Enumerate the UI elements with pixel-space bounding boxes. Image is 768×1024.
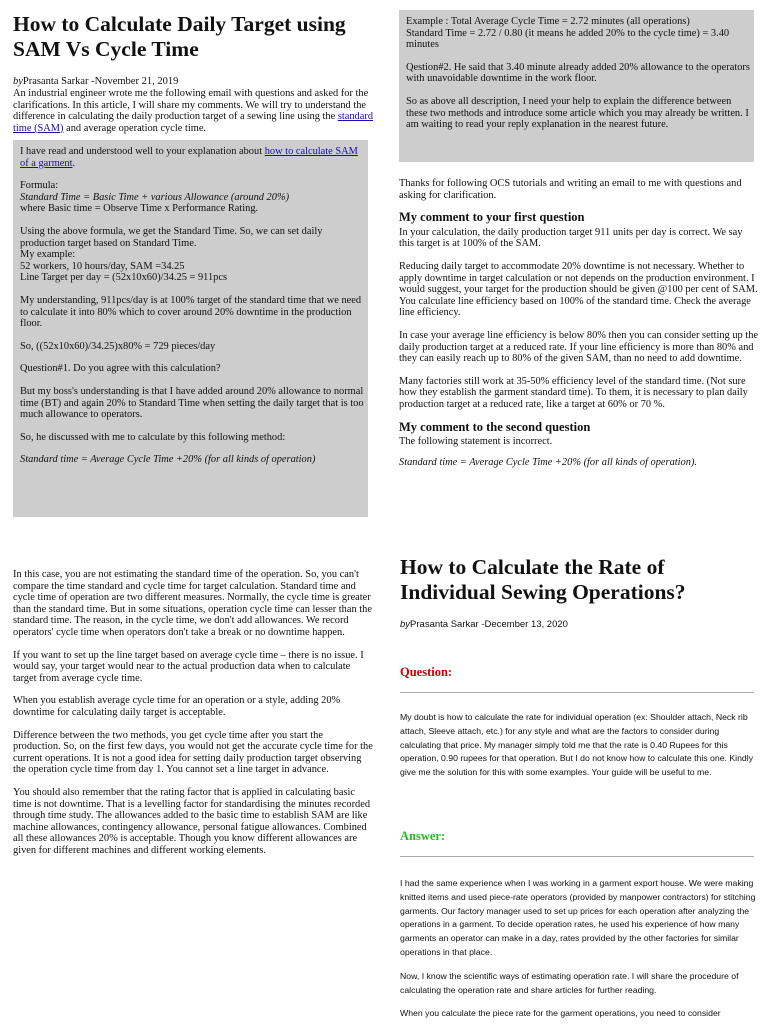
question-text [400, 711, 760, 790]
body-paragraph: When you establish average cycle time for an operation or a style, adding 20% downtime for calculating daily target is acceptable. [13, 695, 341, 718]
reply-heading-1: My comment to your first question [399, 210, 585, 225]
divider [400, 856, 754, 857]
byline-author-date: Prasanta Sarkar -December 13, 2020 [410, 619, 568, 630]
body-paragraph: In this case, you are not estimating the standard time of the operation. So, you can't compare the time standard and cycle time for target calculation. Standard time and cycle time of operation are two different measures. Normally, the cycle time is greater than the standard time. But in some situations, operation cycle time can lesser than the standard time. The reason, in the cycle time, we don't add allowances. We record operators' cycle time when operators don't take a break or no downtime happen. [13, 569, 372, 638]
email-text: So, he discussed with me to calculate by this following method: [20, 431, 286, 443]
email-text: So, ((52x10x60)/34.25)x80% = 729 pieces/day [20, 340, 216, 352]
reply-section [399, 178, 759, 479]
email-quote-content [406, 16, 751, 131]
email-quote-box [13, 140, 368, 517]
reply-text: Many factories still work at 35-50% efficiency level of the standard time. (Not sure how they establish the garment standard time). To them, it is necessary to plan daily production target at a reduced rate, like a target at 60% or 70 %. [399, 375, 748, 410]
email-text: I have read and understood well to your explanation about [20, 146, 265, 157]
email-text: 52 workers, 10 hours/day, SAM =34.25 [20, 260, 185, 272]
page-quadrant-bottom-left [0, 545, 386, 1024]
article-title: How to Calculate Daily Target using SAM Vs Cycle Time [13, 12, 346, 61]
email-formula-2: Standard time = Average Cycle Time +20% (for all kinds of operation) [20, 454, 316, 466]
page-quadrant-top-right [386, 0, 768, 545]
question-label: Question: [400, 665, 453, 679]
divider [400, 692, 754, 693]
answer-paragraph: I had the same experience when I was working in a garment export house. We were making knitted items and used piece-rate operators (provided by manpower contractors) for stitching garments. Our factory manager used to set up prices for each operation after analyzing the operations in a garment. To decide operation rates, he used his experience of how many garments an operator can make in a day, rates provided by the other factories for similar operations in that place. [400, 878, 756, 957]
email-text: My example: [20, 249, 76, 261]
reply-heading-2: My comment to the second question [399, 419, 591, 434]
reply-text: The following statement is incorrect. [399, 436, 553, 448]
formula-label: Formula: [20, 180, 59, 192]
article-title-2: How to Calculate the Rate of Individual Sewing Operations? [400, 555, 686, 604]
page-quadrant-bottom-right [386, 545, 768, 1024]
email-text: . [72, 157, 76, 169]
question-paragraph: My doubt is how to calculate the rate for individual operation (ex: Shoulder attach, Neck rib attach, Sleeve attach, etc.) for any style and what are the factors to consider during calculating that price. My manager simply told me that the rate is 0.40 Rupees for this operation, 0.90 rupees for that operation. But I do not know how to calculate this one. Kindly give me the solution for this with some examples. Your guide will be useful to me. [400, 712, 754, 778]
email-question-2: Qestion#2. He said that 3.40 minute already added 20% allowance to the operators with unavoidable downtime in the work floor. [406, 61, 750, 85]
byline-by: by [400, 619, 411, 630]
page-quadrant-top-left [0, 0, 386, 545]
email-text: Example : Total Average Cycle Time = 2.72 minutes (all operations) [406, 16, 690, 27]
reply-text: In case your average line efficiency is below 80% then you can consider setting up the daily production target at a reduced rate. If your line efficiency is more than 80% and they can easily reach up to 80% of the given SAM, than no need to add downtime. [399, 329, 759, 365]
reply-text: In your calculation, the daily production target 911 units per day is correct. We say this target is at 100% of the SAM. [399, 226, 743, 250]
answer-text [400, 877, 760, 1024]
reply-text: Reducing daily target to accommodate 20% downtime is not necessary. Whether to apply downtime in target calculation or not depends on the production environment. I would suggest, your target for the production should be given @100 per cent of SAM. You calculate line efficiency based on 100% of the standard time. Check the average line efficiency. [399, 260, 758, 319]
sam-calculation-link[interactable]: how to calculate SAM of a garment [20, 146, 358, 169]
email-text: Line Target per day = (52x10x60)/34.25 = 911pcs [20, 272, 228, 284]
email-quote-box-continued [399, 10, 754, 162]
intro-text: An industrial engineer wrote me the following email with questions and asked for the clarifications. In this article, I will share my comments. We will try to understand the difference in calculating the daily production target of a sewing line using the [13, 88, 369, 123]
byline-by: by [13, 76, 23, 87]
formula-where: where Basic time = Observe Time x Performance Rating. [20, 203, 259, 215]
continuation-section [13, 569, 373, 867]
body-paragraph: If you want to set up the line target based on average cycle time – there is no issue. I would say, your target would near to the actual production data when to calculate target from average cycle time. [13, 649, 364, 684]
standard-time-link[interactable]: standard time (SAM) [13, 111, 374, 134]
intro-text-end: and average operation cycle time. [63, 122, 207, 134]
email-text: But my boss's understanding is that I have added around 20% allowance to normal time (BT) and again 20% to Standard Time when setting the daily target that is too much allowance to operators. [20, 385, 364, 421]
email-text: Standard Time = 2.72 / 0.80 (it means he added 20% to the cycle time) = 3.40 minutes [406, 27, 730, 51]
answer-paragraph: When you calculate the piece rate for the garment operations, you need to consider [400, 1008, 721, 1019]
answer-label: Answer: [400, 829, 446, 843]
article-byline-2 [400, 619, 568, 630]
article-byline [13, 76, 178, 87]
reply-formula: Standard time = Average Cycle Time +20% (for all kinds of operation). [399, 456, 697, 468]
formula-text: Standard Time = Basic Time + various Allowance (around 20%) [20, 191, 290, 203]
email-text: So as above all description, I need your help to explain the difference between these two methods and introduce some article which you may already be written. I am waiting to read your reply explanation in the nearest future. [406, 95, 749, 131]
reply-thanks: Thanks for following OCS tutorials and writing an email to me with questions and asking for clarification. [399, 178, 742, 201]
byline-author-date: Prasanta Sarkar -November 21, 2019 [22, 76, 179, 87]
email-question-1: Question#1. Do you agree with this calculation? [20, 363, 221, 375]
body-paragraph: You should also remember that the rating factor that is applied in calculating basic time is not downtime. That is a levelling factor for standardising the minutes recorded through time study. The allowances added to the basic time to establish SAM are like machine allowances, contingency allowance, personal fatigue allowances. Combined all these allowances 20% is acceptable. Though you know different allowances are given for different machines and different working elements. [13, 786, 371, 856]
email-quote-content [20, 146, 365, 466]
email-text: My understanding, 911pcs/day is at 100% target of the standard time that we need to calculate it into 80% which to cover around 20% downtime in the production floor. [20, 294, 362, 330]
body-paragraph: Difference between the two methods, you get cycle time after you start the production. So, on the first few days, you would not get the accurate cycle time for the current operations. It is not a good idea for setting daily production target observing the operation cycle time from day 1. You cannot set a line target in advance. [13, 729, 373, 776]
article-intro [13, 88, 373, 134]
answer-paragraph: Now, I know the scientific ways of estimating operation rate. I will share the procedure of calculating the operation rate and share articles for further reading. [400, 970, 739, 995]
email-text: Using the above formula, we get the Standard Time. So, we can set daily production target based on Standard Time. [20, 225, 323, 249]
